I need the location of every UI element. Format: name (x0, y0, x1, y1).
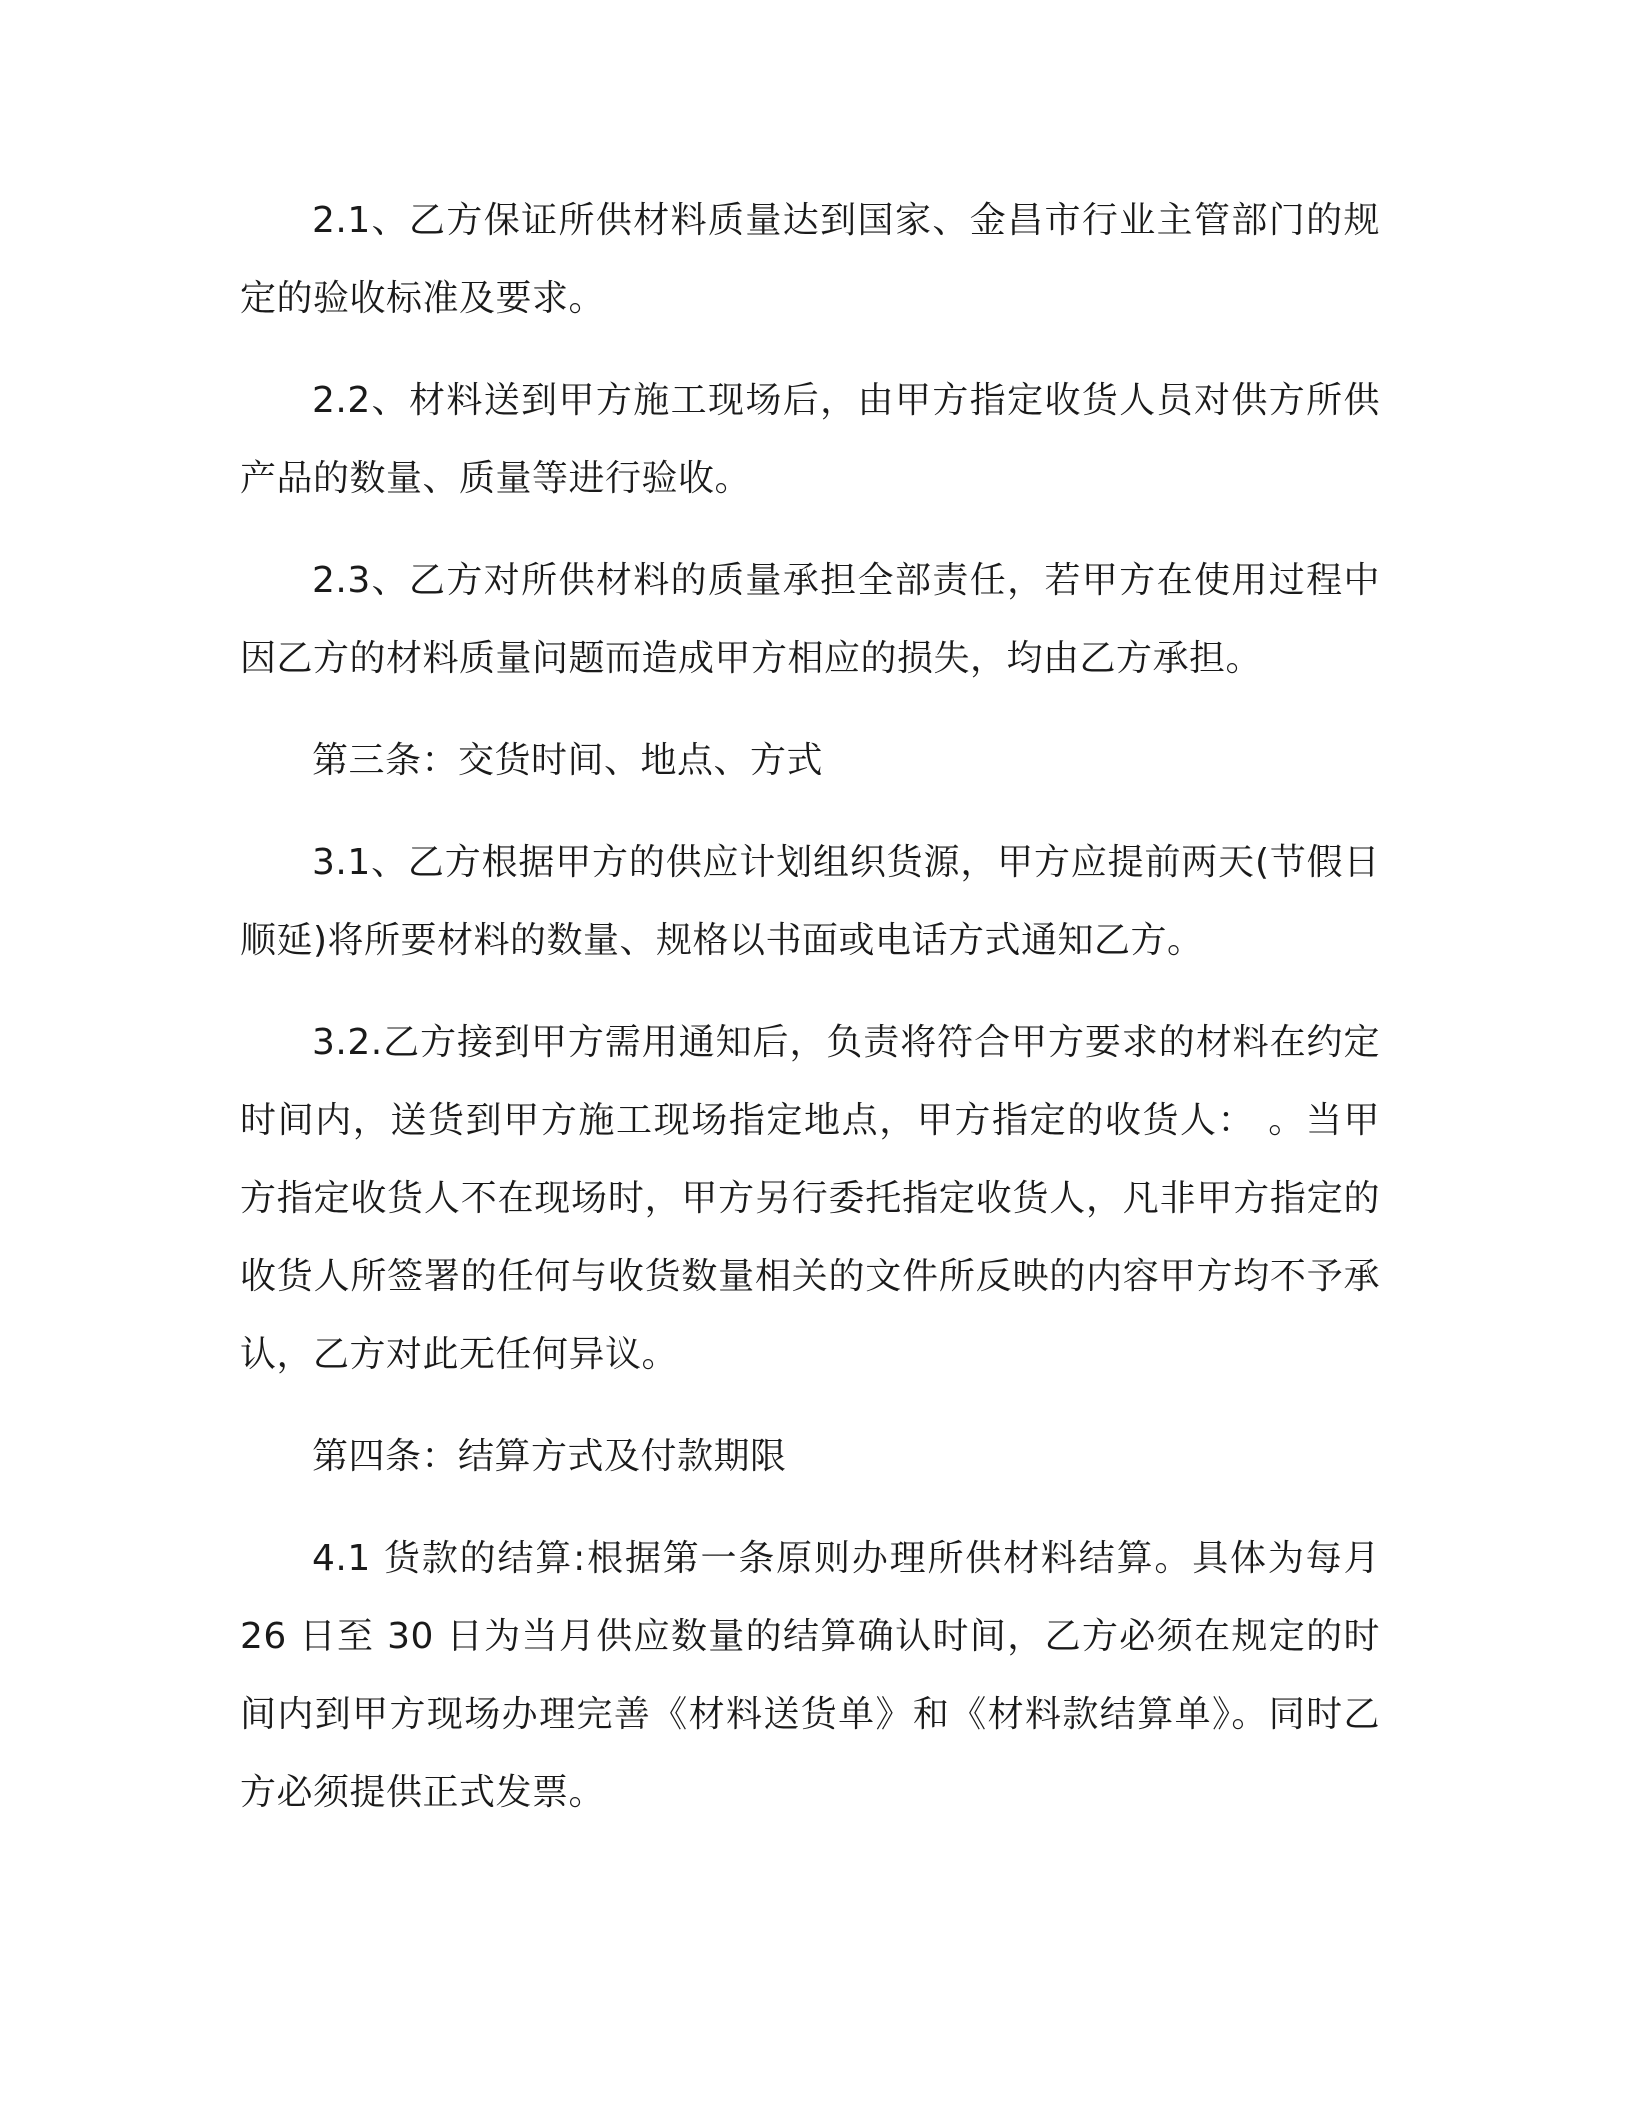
clause-2-3: 2.3、乙方对所供材料的质量承担全部责任，若甲方在使用过程中因乙方的材料质量问题而造成甲方相应的损失，均由乙方承担。 (240, 560, 1380, 679)
clause-4-1: 4.1 货款的结算:根据第一条原则办理所供材料结算。具体为每月26 日至 30 日为当月供应数量的结算确认时间，乙方必须在规定的时间内到甲方现场办理完善《材料送货单》和《材料款结算单》。同时乙方必须提供正式发票。 (240, 1538, 1380, 1813)
article-3-heading: 第三条：交货时间、地点、方式 (312, 740, 824, 781)
clause-3-1: 3.1、乙方根据甲方的供应计划组织货源，甲方应提前两天(节假日顺延)将所要材料的数量、规格以书面或电话方式通知乙方。 (240, 842, 1380, 961)
clause-2-1: 2.1、乙方保证所供材料质量达到国家、金昌市行业主管部门的规定的验收标准及要求。 (240, 200, 1380, 319)
clause-3-2: 3.2.乙方接到甲方需用通知后，负责将符合甲方要求的材料在约定时间内，送货到甲方施工现场指定地点，甲方指定的收货人： 。当甲方指定收货人不在现场时，甲方另行委托指定收货人，凡非甲方指定的收货人所签署的任何与收货数量相关的文件所反映的内容甲方均不予承认，乙方对此无任何异议。 (240, 1022, 1380, 1375)
document-body (240, 182, 1380, 1856)
clause-2-2: 2.2、材料送到甲方施工现场后，由甲方指定收货人员对供方所供产品的数量、质量等进行验收。 (240, 380, 1380, 499)
article-4-heading: 第四条：结算方式及付款期限 (312, 1436, 787, 1477)
